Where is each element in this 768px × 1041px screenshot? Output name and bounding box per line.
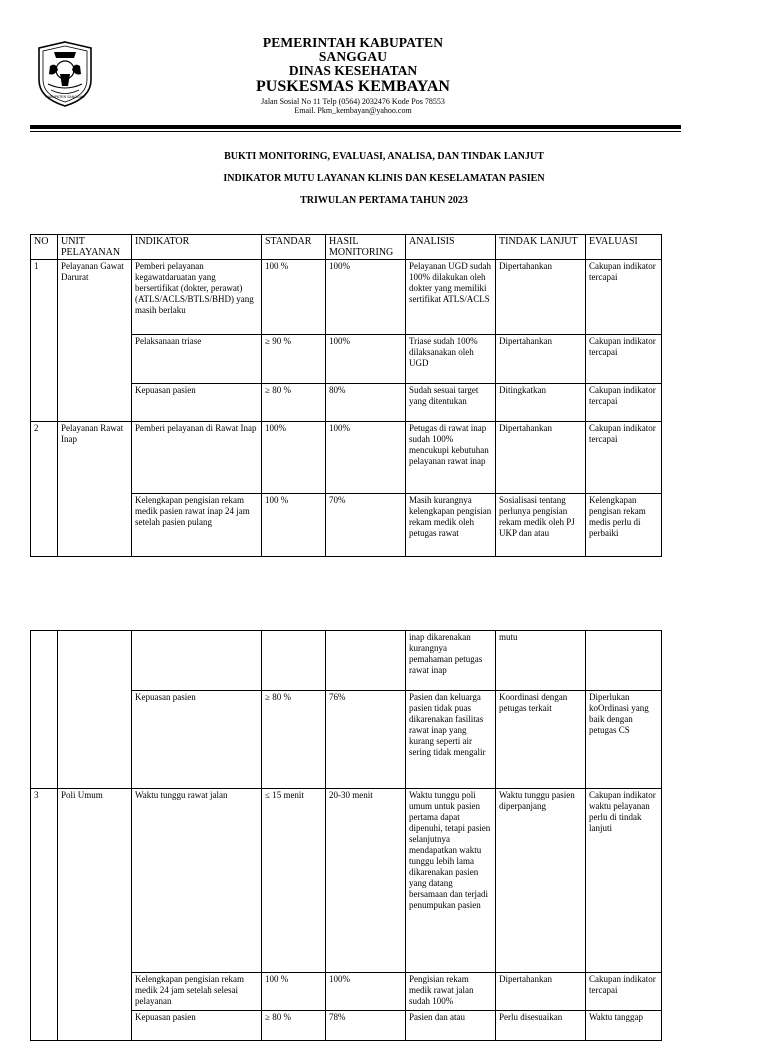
- cell-no: 1: [31, 260, 58, 422]
- cell-hasil: 78%: [326, 1011, 406, 1041]
- institution-name: PUSKESMAS KEMBAYAN: [256, 77, 450, 95]
- cell-indikator: Pemberi pelayanan di Rawat Inap: [132, 422, 262, 494]
- cell-evaluasi: Cakupan indikator tercapai: [586, 422, 662, 494]
- cell-tindak-lanjut: Perlu disesuaikan: [496, 1011, 586, 1041]
- cell-indikator: Kelengkapan pengisian rekam medik pasien rawat inap 24 jam setelah pasien pulang: [132, 494, 262, 557]
- cell-tindak-lanjut: Dipertahankan: [496, 260, 586, 335]
- cell-analisis: Pengisian rekam medik rawat jalan sudah 100%: [406, 973, 496, 1011]
- cell-indikator: Kepuasan pasien: [132, 1011, 262, 1041]
- cell-standar: ≥ 80 %: [262, 1011, 326, 1041]
- cell-standar: 100%: [262, 422, 326, 494]
- cell-evaluasi: Cakupan indikator tercapai: [586, 260, 662, 335]
- cell-standar: 100 %: [262, 494, 326, 557]
- cell-tindak-lanjut: Sosialisasi tentang perlunya pengisian rekam medik oleh PJ UKP dan atau: [496, 494, 586, 557]
- table-row: [31, 631, 662, 691]
- col-header-no: NO: [31, 235, 58, 260]
- cell-evaluasi: Cakupan indikator waktu pelayanan perlu di tindak lanjuti: [586, 789, 662, 973]
- title-line-3: TRIWULAN PERTAMA TAHUN 2023: [300, 195, 468, 206]
- col-header-tindak-lanjut: TINDAK LANJUT: [496, 235, 586, 260]
- cell-unit: Pelayanan Rawat Inap: [58, 422, 132, 557]
- cell-evaluasi: Cakupan indikator tercapai: [586, 384, 662, 422]
- cell-tindak-lanjut: mutu: [496, 631, 586, 691]
- cell-analisis: Pelayanan UGD sudah 100% dilakukan oleh dokter yang memiliki sertifikat ATLS/ACLS: [406, 260, 496, 335]
- cell-standar: 100 %: [262, 973, 326, 1011]
- letterhead: [228, 36, 478, 115]
- col-header-unit: UNIT PELAYANAN: [58, 235, 132, 260]
- cell-unit: [58, 631, 132, 789]
- cell-tindak-lanjut: Koordinasi dengan petugas terkait: [496, 691, 586, 789]
- cell-standar: 100 %: [262, 260, 326, 335]
- department-name: DINAS KESEHATAN: [288, 63, 418, 78]
- indicator-table-part-1: [30, 234, 662, 557]
- cell-tindak-lanjut: Dipertahankan: [496, 335, 586, 384]
- cell-analisis: Pasien dan keluarga pasien tidak puas dikarenakan fasilitas rawat inap yang kurang seperti air sering tidak mengalir: [406, 691, 496, 789]
- cell-unit: Poli Umum: [58, 789, 132, 1041]
- cell-hasil: 70%: [326, 494, 406, 557]
- title-line-2: INDIKATOR MUTU LAYANAN KLINIS DAN KESELAMATAN PASIEN: [223, 173, 545, 184]
- cell-tindak-lanjut: Waktu tunggu pasien diperpanjang: [496, 789, 586, 973]
- cell-analisis: Sudah sesuai target yang ditentukan: [406, 384, 496, 422]
- cell-indikator: Pemberi pelayanan kegawatdaruatan yang bersertifikat (dokter, perawat) (ATLS/ACLS/BTLS/BHD) yang masih berlaku: [132, 260, 262, 335]
- cell-no: [31, 631, 58, 789]
- cell-tindak-lanjut: Dipertahankan: [496, 422, 586, 494]
- logo-text: KABUPATEN SANGGAU: [45, 95, 85, 99]
- cell-indikator: Kelengkapan pengisian rekam medik 24 jam setelah selesai pelayanan: [132, 973, 262, 1011]
- title-line-1: BUKTI MONITORING, EVALUASI, ANALISA, DAN TINDAK LANJUT: [224, 151, 544, 162]
- cell-no: 3: [31, 789, 58, 1041]
- cell-standar: ≤ 15 menit: [262, 789, 326, 973]
- cell-hasil: 20-30 menit: [326, 789, 406, 973]
- cell-standar: [262, 631, 326, 691]
- cell-standar: ≥ 80 %: [262, 384, 326, 422]
- cell-analisis: Petugas di rawat inap sudah 100% mencukupi kebutuhan pelayanan rawat inap: [406, 422, 496, 494]
- cell-hasil: 100%: [326, 422, 406, 494]
- cell-hasil: 100%: [326, 973, 406, 1011]
- col-header-evaluasi: EVALUASI: [586, 235, 662, 260]
- cell-evaluasi: Diperlukan koOrdinasi yang baik dengan petugas CS: [586, 691, 662, 789]
- cell-tindak-lanjut: Dipertahankan: [496, 973, 586, 1011]
- col-header-hasil: HASIL MONITORING: [326, 235, 406, 260]
- cell-standar: ≥ 80 %: [262, 691, 326, 789]
- document-titles: [150, 150, 618, 216]
- cell-hasil: 76%: [326, 691, 406, 789]
- cell-evaluasi: Waktu tanggap: [586, 1011, 662, 1041]
- table-header-row: [31, 235, 662, 260]
- header-divider-thick: [30, 125, 681, 129]
- cell-indikator: Waktu tunggu rawat jalan: [132, 789, 262, 973]
- col-header-analisis: ANALISIS: [406, 235, 496, 260]
- indicator-table-part-2: [30, 630, 662, 1041]
- government-name: PEMERINTAH KABUPATEN SANGGAU: [262, 35, 444, 64]
- cell-indikator: Kepuasan pasien: [132, 384, 262, 422]
- table-row: [31, 260, 662, 335]
- cell-analisis: Pasien dan atau: [406, 1011, 496, 1041]
- cell-analisis: Masih kurangnya kelengkapan pengisian rekam medik oleh petugas rawat: [406, 494, 496, 557]
- cell-analisis: inap dikarenakan kurangnya pemahaman petugas rawat inap: [406, 631, 496, 691]
- cell-evaluasi: Cakupan indikator tercapai: [586, 973, 662, 1011]
- cell-hasil: [326, 631, 406, 691]
- kabupaten-sanggau-logo: [36, 40, 94, 108]
- cell-unit: Pelayanan Gawat Darurat: [58, 260, 132, 422]
- cell-evaluasi: Kelengkapan pengisan rekam medis perlu di perbaiki: [586, 494, 662, 557]
- cell-no: 2: [31, 422, 58, 557]
- cell-indikator: Pelaksanaan triase: [132, 335, 262, 384]
- cell-hasil: 100%: [326, 335, 406, 384]
- cell-evaluasi: [586, 631, 662, 691]
- table-row: [31, 789, 662, 973]
- col-header-standar: STANDAR: [262, 235, 326, 260]
- cell-evaluasi: Cakupan indikator tercapai: [586, 335, 662, 384]
- cell-hasil: 80%: [326, 384, 406, 422]
- cell-hasil: 100%: [326, 260, 406, 335]
- address: Jalan Sosial No 11 Telp (0564) 2032476 Kode Pos 78553: [261, 96, 445, 106]
- cell-tindak-lanjut: Ditingkatkan: [496, 384, 586, 422]
- cell-standar: ≥ 90 %: [262, 335, 326, 384]
- header-divider-thin: [30, 131, 681, 132]
- table-row: [31, 422, 662, 494]
- cell-indikator: [132, 631, 262, 691]
- col-header-indikator: INDIKATOR: [132, 235, 262, 260]
- cell-indikator: Kepuasan pasien: [132, 691, 262, 789]
- cell-analisis: Triase sudah 100% dilaksanakan oleh UGD: [406, 335, 496, 384]
- cell-analisis: Waktu tunggu poli umum untuk pasien pertama dapat dipenuhi, tetapi pasien selanjutnya mendapatkan waktu tunggu lebih lama dikarenakan pasien yang datang bersamaan dan terjadi penumpukan pasien: [406, 789, 496, 973]
- email: Email. Pkm_kembayan@yahoo.com: [294, 105, 412, 115]
